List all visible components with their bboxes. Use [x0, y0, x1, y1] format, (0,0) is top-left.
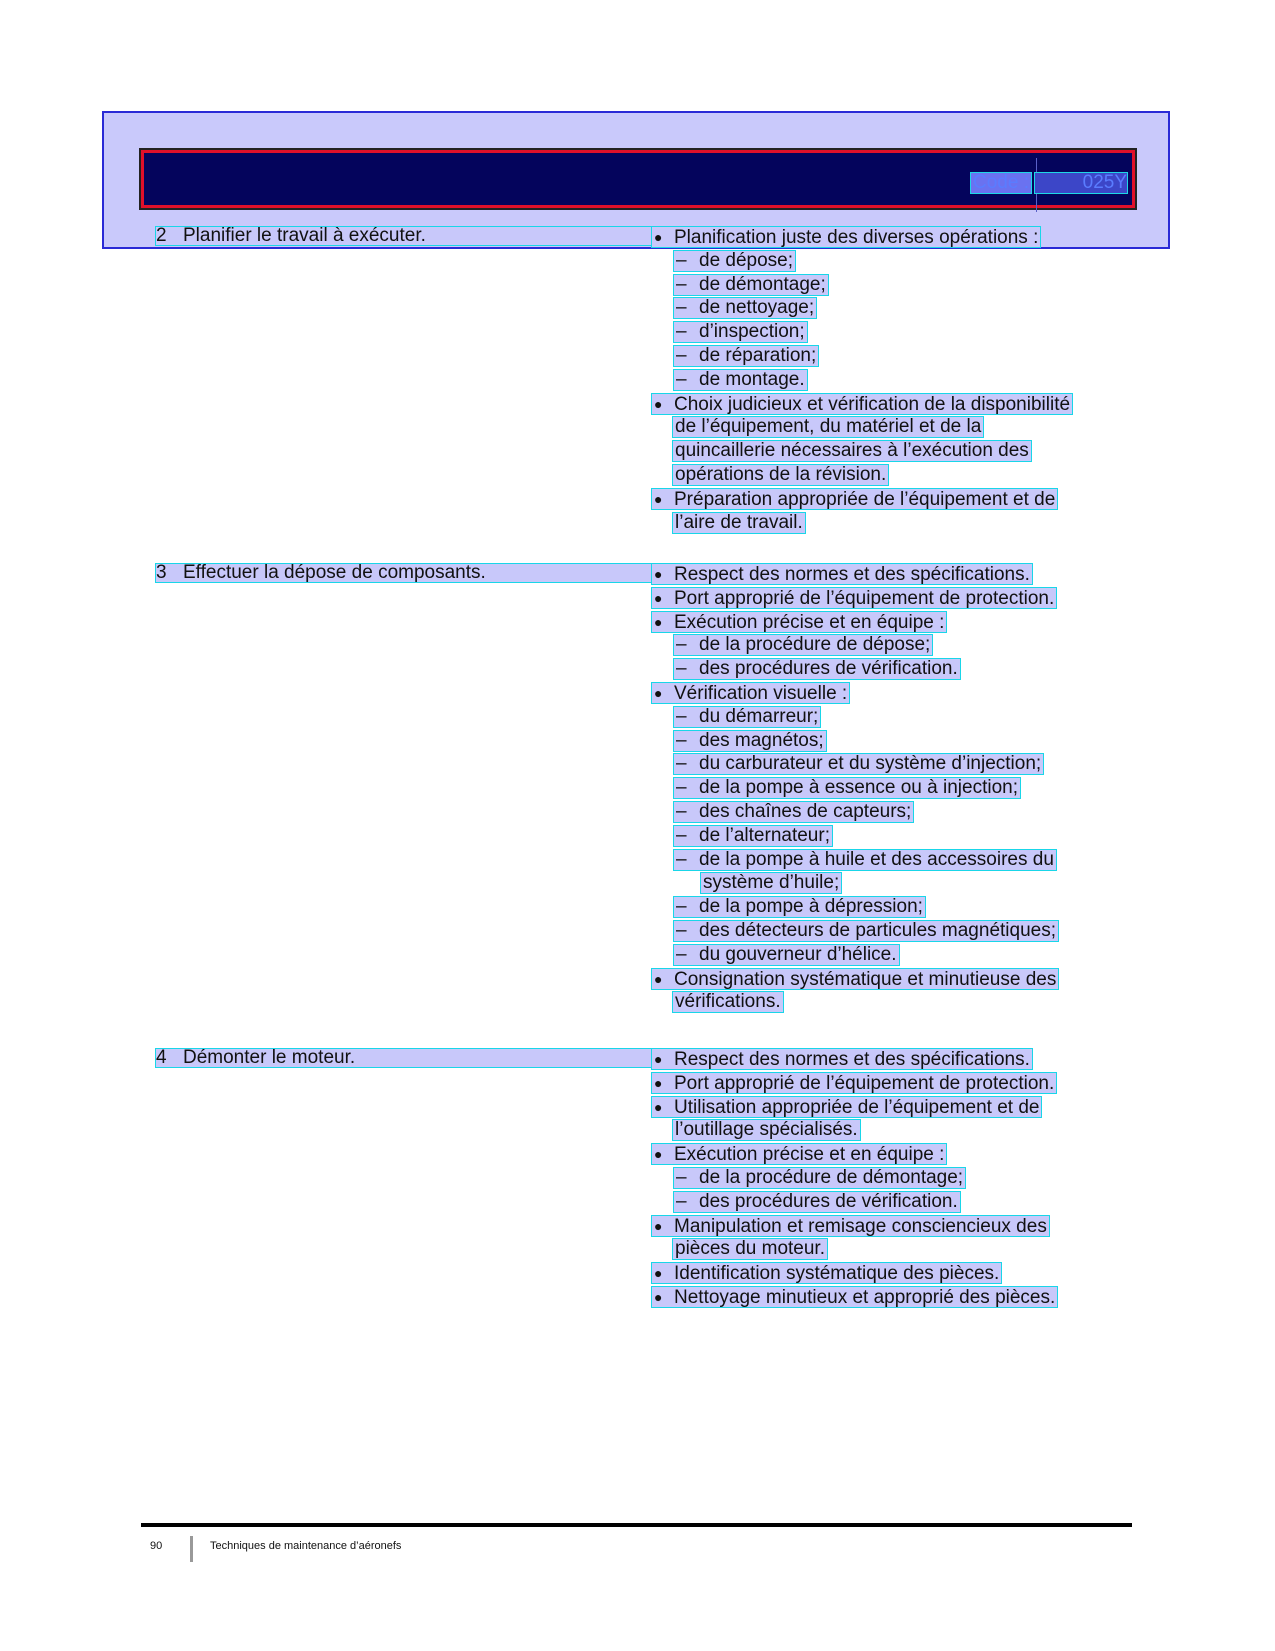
- criterion-subitem: [673, 944, 900, 966]
- criterion-continuation: [672, 464, 889, 486]
- subitem-text: des magnétos;: [699, 730, 824, 751]
- dash-icon: –: [676, 369, 687, 390]
- step-number: 2: [156, 225, 167, 246]
- subitem-text: des détecteurs de particules magnétiques;: [699, 920, 1056, 941]
- criterion-bullet: [651, 226, 1041, 248]
- continuation-text: pièces du moteur.: [675, 1238, 825, 1259]
- criterion-continuation: [672, 991, 784, 1013]
- criterion-subitem: [673, 777, 1021, 799]
- continuation-text: quincaillerie nécessaires à l’exécution des: [675, 440, 1029, 461]
- criterion-text: Vérification visuelle :: [674, 683, 848, 704]
- criterion-continuation: [672, 416, 984, 438]
- continuation-text: opérations de la révision.: [675, 464, 887, 485]
- subitem-text: de dépose;: [699, 250, 794, 271]
- competency-step: [155, 226, 655, 246]
- criterion-subitem: [673, 849, 1057, 871]
- dash-icon: –: [676, 250, 687, 271]
- bullet-icon: ●: [654, 1218, 663, 1234]
- subitem-text: de la pompe à essence ou à injection;: [699, 777, 1018, 798]
- dash-icon: –: [676, 345, 687, 366]
- criterion-subitem: [673, 896, 926, 918]
- criterion-subitem: [673, 321, 808, 343]
- criterion-bullet: [651, 1215, 1050, 1237]
- bullet-icon: ●: [654, 971, 663, 987]
- subitem-text: de la pompe à huile et des accessoires du: [699, 849, 1054, 870]
- code-value: 025Y: [1034, 172, 1128, 194]
- footer-separator: [190, 1536, 193, 1562]
- step-title: Démonter le moteur.: [183, 1047, 356, 1068]
- dash-icon: –: [676, 849, 687, 870]
- subitem-text: de nettoyage;: [699, 297, 815, 318]
- criterion-continuation: [672, 1119, 861, 1141]
- bullet-icon: ●: [654, 614, 663, 630]
- criterion-text: Manipulation et remisage consciencieux des: [674, 1216, 1047, 1237]
- continuation-text: vérifications.: [675, 991, 781, 1012]
- criterion-continuation: [672, 440, 1032, 462]
- criterion-bullet: [651, 968, 1059, 990]
- dash-icon: –: [676, 825, 687, 846]
- step-title: Planifier le travail à exécuter.: [183, 225, 426, 246]
- footer-title: Techniques de maintenance d’aéronefs: [210, 1540, 402, 1552]
- continuation-text: système d’huile;: [703, 872, 840, 893]
- criterion-subitem: [673, 658, 961, 680]
- criterion-text: Planification juste des diverses opérations :: [674, 227, 1039, 248]
- subitem-text: de montage.: [699, 369, 805, 390]
- subitem-text: du gouverneur d’hélice.: [699, 944, 897, 965]
- code-label: Code :: [970, 172, 1032, 194]
- dash-icon: –: [676, 274, 687, 295]
- criterion-text: Port approprié de l’équipement de protection.: [674, 1073, 1055, 1094]
- continuation-text: l’aire de travail.: [675, 512, 803, 533]
- criterion-bullet: [651, 1286, 1058, 1308]
- subitem-text: de la procédure de démontage;: [699, 1167, 964, 1188]
- criterion-bullet: [651, 611, 947, 633]
- competency-step: [155, 1048, 655, 1068]
- bullet-icon: ●: [654, 1146, 663, 1162]
- dash-icon: –: [676, 896, 687, 917]
- criterion-subitem: [673, 1167, 966, 1189]
- footer-rule: [141, 1523, 1132, 1527]
- footer-page-number: 90: [150, 1540, 163, 1552]
- bullet-icon: ●: [654, 566, 663, 582]
- bullet-icon: ●: [654, 1265, 663, 1281]
- criterion-subitem: [673, 274, 829, 296]
- criterion-continuation: [700, 872, 842, 894]
- bullet-icon: ●: [654, 229, 663, 245]
- criterion-continuation: [672, 1238, 828, 1260]
- criterion-text: Respect des normes et des spécifications.: [674, 1049, 1030, 1070]
- criterion-bullet: [651, 1048, 1033, 1070]
- criterion-subitem: [673, 753, 1044, 775]
- criterion-subitem: [673, 1191, 961, 1213]
- bullet-icon: ●: [654, 1099, 663, 1115]
- competency-step: [155, 563, 655, 583]
- subitem-text: de démontage;: [699, 274, 826, 295]
- subitem-text: de l’alternateur;: [699, 825, 830, 846]
- dash-icon: –: [676, 1191, 687, 1212]
- criterion-text: Exécution précise et en équipe :: [674, 612, 945, 633]
- bullet-icon: ●: [654, 491, 663, 507]
- dash-icon: –: [676, 920, 687, 941]
- criterion-text: Choix judicieux et vérification de la disponibilité: [674, 394, 1071, 415]
- criterion-continuation: [672, 512, 806, 534]
- criterion-bullet: [651, 1262, 1002, 1284]
- step-number: 3: [156, 562, 167, 583]
- subitem-text: de la procédure de dépose;: [699, 634, 931, 655]
- criterion-subitem: [673, 250, 796, 272]
- criterion-subitem: [673, 369, 808, 391]
- bullet-icon: ●: [654, 396, 663, 412]
- bullet-icon: ●: [654, 685, 663, 701]
- subitem-text: des procédures de vérification.: [699, 658, 958, 679]
- criterion-text: Consignation systématique et minutieuse des: [674, 969, 1057, 990]
- dash-icon: –: [676, 658, 687, 679]
- criterion-bullet: [651, 1072, 1057, 1094]
- criterion-bullet: [651, 563, 1033, 585]
- criterion-subitem: [673, 297, 817, 319]
- criterion-text: Identification systématique des pièces.: [674, 1263, 1000, 1284]
- continuation-text: de l’équipement, du matériel et de la: [675, 416, 982, 437]
- criterion-subitem: [673, 345, 819, 367]
- subitem-text: de la pompe à dépression;: [699, 896, 923, 917]
- step-number: 4: [156, 1047, 167, 1068]
- subitem-text: du carburateur et du système d’injection;: [699, 753, 1042, 774]
- dash-icon: –: [676, 634, 687, 655]
- criterion-bullet: [651, 1096, 1042, 1118]
- bullet-icon: ●: [654, 1289, 663, 1305]
- dash-icon: –: [676, 801, 687, 822]
- continuation-text: l’outillage spécialisés.: [675, 1119, 858, 1140]
- step-title: Effectuer la dépose de composants.: [183, 562, 486, 583]
- criterion-bullet: [651, 1143, 947, 1165]
- subitem-text: d’inspection;: [699, 321, 805, 342]
- criterion-bullet: [651, 488, 1058, 510]
- criterion-subitem: [673, 825, 833, 847]
- dash-icon: –: [676, 777, 687, 798]
- dash-icon: –: [676, 730, 687, 751]
- subitem-text: des chaînes de capteurs;: [699, 801, 912, 822]
- dash-icon: –: [676, 321, 687, 342]
- bullet-icon: ●: [654, 1051, 663, 1067]
- dash-icon: –: [676, 297, 687, 318]
- dash-icon: –: [676, 706, 687, 727]
- subitem-text: des procédures de vérification.: [699, 1191, 958, 1212]
- criterion-text: Nettoyage minutieux et approprié des pièces.: [674, 1287, 1056, 1308]
- criterion-subitem: [673, 920, 1059, 942]
- bullet-icon: ●: [654, 1075, 663, 1091]
- subitem-text: de réparation;: [699, 345, 817, 366]
- criterion-text: Respect des normes et des spécifications.: [674, 564, 1030, 585]
- criterion-text: Port approprié de l’équipement de protection.: [674, 588, 1055, 609]
- criterion-bullet: [651, 393, 1073, 415]
- dash-icon: –: [676, 753, 687, 774]
- criterion-text: Utilisation appropriée de l’équipement et de: [674, 1097, 1040, 1118]
- criterion-text: Préparation appropriée de l’équipement et de: [674, 489, 1056, 510]
- criterion-subitem: [673, 706, 821, 728]
- bullet-icon: ●: [654, 590, 663, 606]
- dash-icon: –: [676, 1167, 687, 1188]
- criterion-bullet: [651, 682, 850, 704]
- criterion-text: Exécution précise et en équipe :: [674, 1144, 945, 1165]
- criterion-subitem: [673, 730, 827, 752]
- criterion-bullet: [651, 587, 1057, 609]
- criterion-subitem: [673, 634, 933, 656]
- dash-icon: –: [676, 944, 687, 965]
- criterion-subitem: [673, 801, 914, 823]
- subitem-text: du démarreur;: [699, 706, 819, 727]
